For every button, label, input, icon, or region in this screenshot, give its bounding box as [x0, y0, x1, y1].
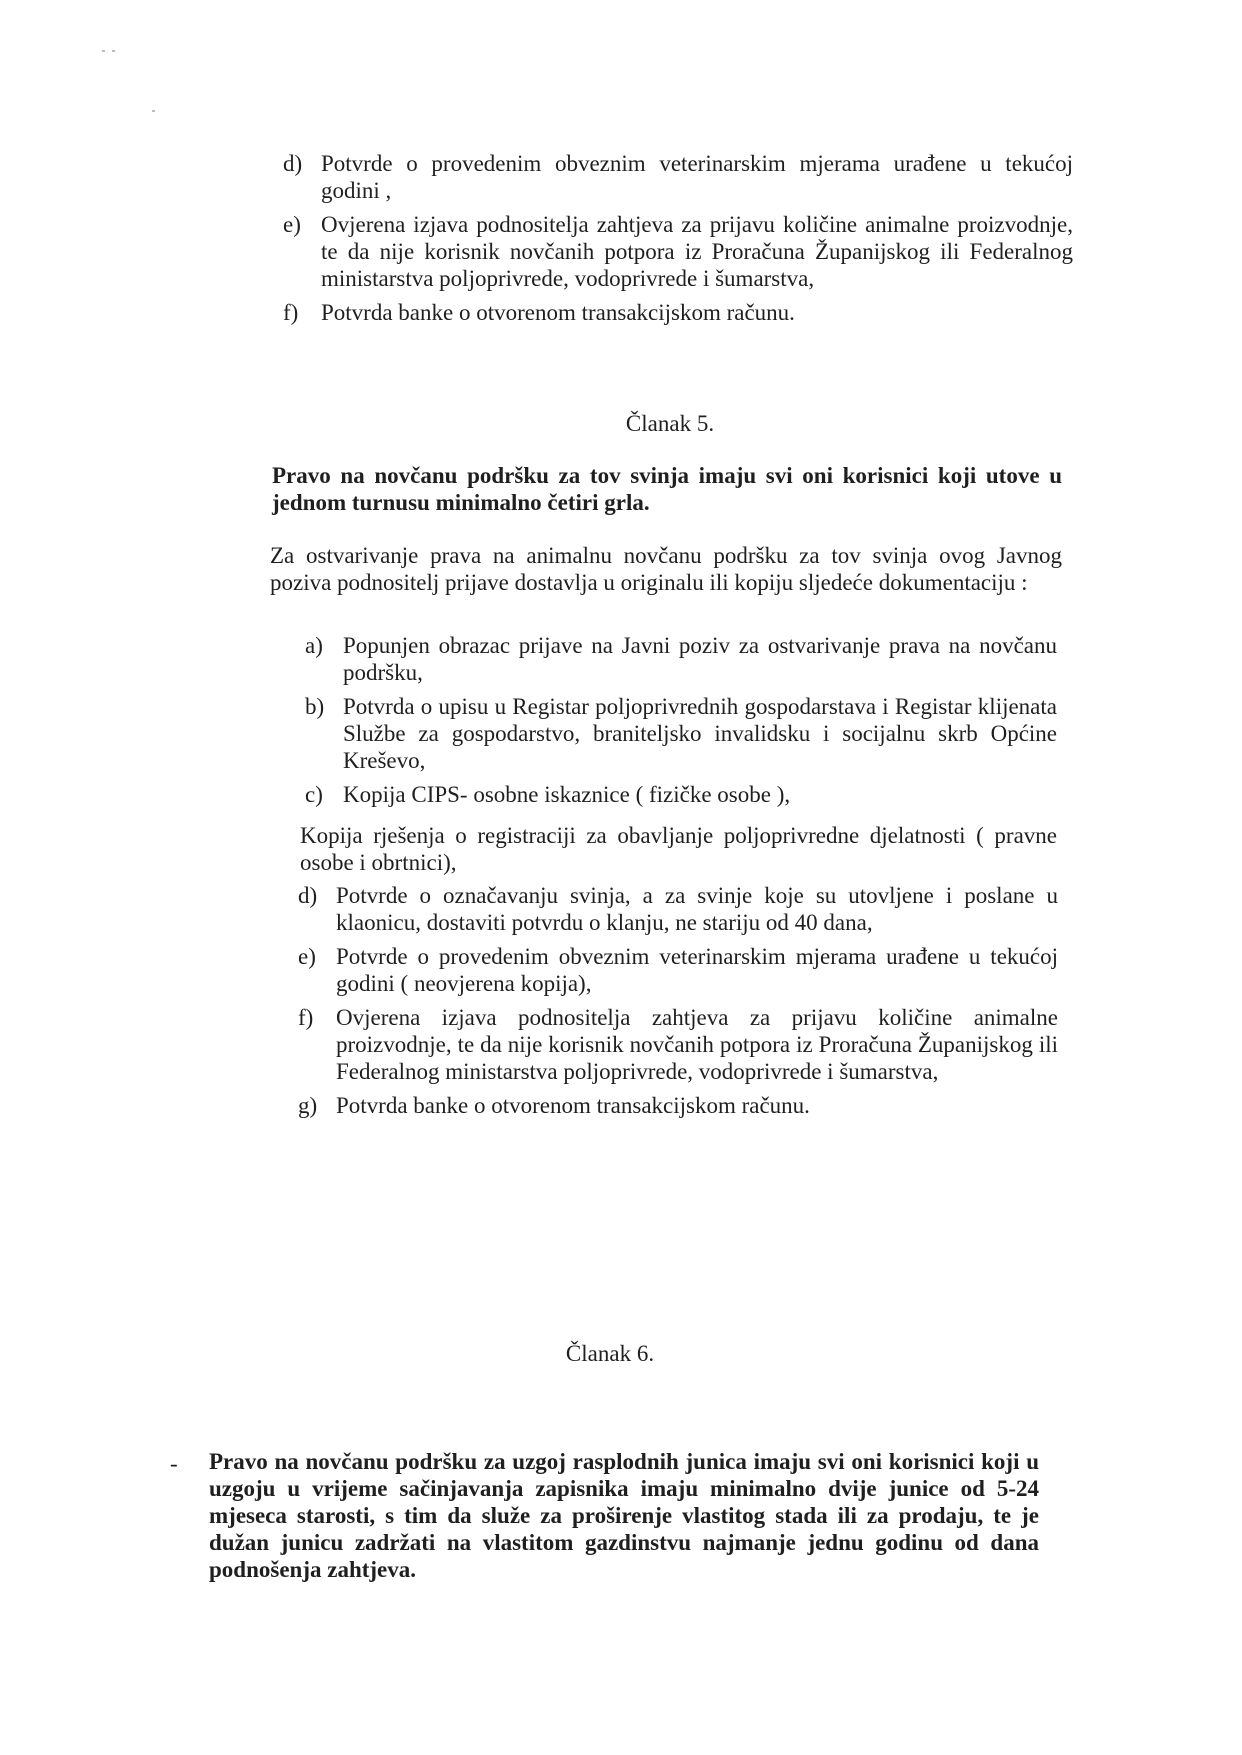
- list-marker: a): [305, 633, 323, 658]
- list-item: [283, 150, 1073, 204]
- list-item-text: Potvrda banke o otvorenom transakcijskom računu.: [321, 300, 795, 325]
- list-marker: d): [298, 883, 318, 908]
- list-marker: d): [283, 151, 303, 176]
- list-marker: c): [305, 782, 323, 807]
- scan-speck: [152, 110, 155, 112]
- list-item-text: Potvrde o označavanju svinja, a za svinje koje su utovljene i poslane u klaonicu, dostaviti potvrdu o klanju, ne stariju od 40 dana,: [336, 883, 1058, 935]
- list-item-text: Potvrde o provedenim obveznim veterinarskim mjerama urađene u tekućoj godini ( neovjerena kopija),: [336, 944, 1058, 996]
- article-5-bold-paragraph: Pravo na novčanu podršku za tov svinja imaju svi oni korisnici koji utove u jednom turnusu minimalno četiri grla.: [272, 463, 1062, 515]
- scan-speck: [112, 50, 115, 52]
- article-5-intro: Za ostvarivanje prava na animalnu novčanu podršku za tov svinja ovog Javnog poziva podnositelj prijave dostavlja u originalu ili kopiju sljedeće dokumentaciju :: [270, 543, 1062, 595]
- article-5-list-continued: [298, 882, 1058, 1126]
- list-marker: g): [298, 1093, 318, 1118]
- top-list: [283, 150, 1073, 333]
- list-item: [283, 211, 1073, 292]
- list-item-text: Potvrda o upisu u Registar poljoprivrednih gospodarstava i Registar klijenata Službe za gospodarstvo, braniteljsko invalidsku i socijalnu skrb Općine Kreševo,: [343, 694, 1057, 773]
- list-item-text: Potvrde o provedenim obveznim veterinarskim mjerama urađene u tekućoj godini ,: [321, 151, 1073, 203]
- list-item-text: Popunjen obrazac prijave na Javni poziv za ostvarivanje prava na novčanu podršku,: [343, 633, 1057, 685]
- list-item: [298, 882, 1058, 936]
- list-item-text: Ovjerena izjava podnositelja zahtjeva za prijavu količine animalne proizvodnje, te da nije korisnik novčanih potpora iz Proračuna Županijskog ili Federalnog ministarstva poljoprivrede, vodoprivrede i šumarstva,: [336, 1005, 1058, 1084]
- list-marker: b): [305, 694, 325, 719]
- article-6-bold-paragraph: Pravo na novčanu podršku za uzgoj rasplodnih junica imaju svi oni korisnici koji u uzgoju u vrijeme sačinjavanja zapisnika imaju minimalno dvije junice od 5-24 mjeseca starosti, s tim da služe za proširenje vlastitog stada ili za prodaju, te je dužan junicu zadržati na vlastitom gazdinstvu najmanje jednu godinu od dana podnošenja zahtjeva.: [209, 1449, 1039, 1582]
- list-item: [298, 1004, 1058, 1085]
- list-item: [298, 943, 1058, 997]
- list-marker: e): [298, 944, 316, 969]
- list-item: [283, 299, 1073, 326]
- scan-speck: [102, 50, 105, 52]
- dash-marker: -: [170, 1451, 178, 1476]
- list-item-text: Ovjerena izjava podnositelja zahtjeva za prijavu količine animalne proizvodnje, te da nije korisnik novčanih potpora iz Proračuna Županijskog ili Federalnog ministarstva poljoprivrede, vodoprivrede i šumarstva,: [321, 212, 1073, 291]
- list-item: [305, 781, 1057, 808]
- list-marker: f): [283, 300, 299, 325]
- list-item: [305, 632, 1057, 686]
- article-5-title: Članak 5.: [625, 411, 715, 436]
- article-6-title: Članak 6.: [565, 1341, 655, 1366]
- article-5-list: [305, 632, 1057, 815]
- list-marker: e): [283, 212, 301, 237]
- list-marker: f): [298, 1005, 314, 1030]
- list-item-text: Potvrda banke o otvorenom transakcijskom računu.: [336, 1093, 810, 1118]
- list-item: [298, 1092, 1058, 1119]
- article-5-plain-line: Kopija rješenja o registraciji za obavljanje poljoprivredne djelatnosti ( pravne osobe i obrtnici),: [300, 823, 1057, 875]
- list-item: [305, 693, 1057, 774]
- list-item-text: Kopija CIPS- osobne iskaznice ( fizičke osobe ),: [343, 782, 791, 807]
